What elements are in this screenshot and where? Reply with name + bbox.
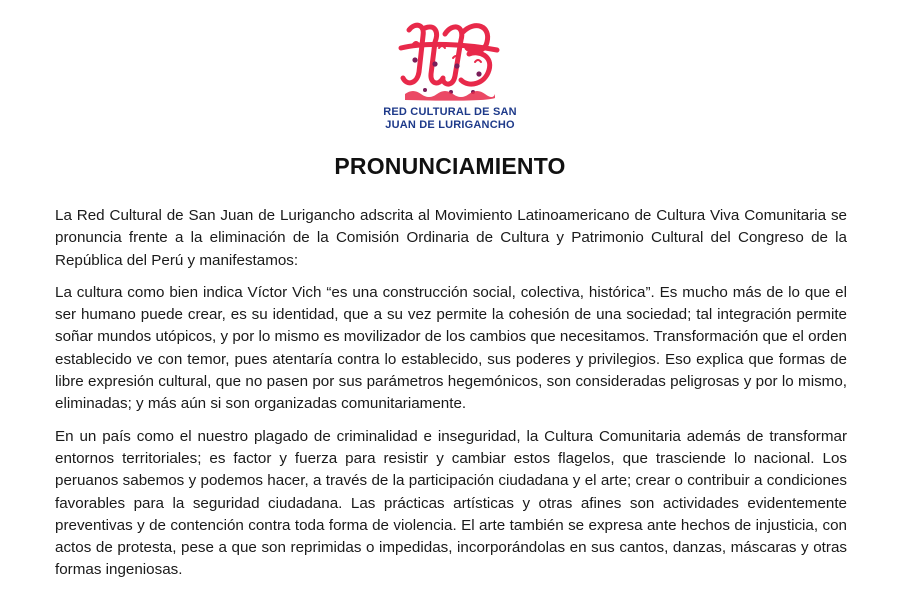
paragraph-culture: La cultura como bien indica Víctor Vich “es una construcción social, colectiva, histórica”. Es mucho más de lo que el ser humano puede crear, es su identidad, que a su vez permite la cohesión de una sociedad; tal integración permite soñar mundos utópicos, y por lo mismo es movilizador de los cambios que necesitamos. Transformación que el orden establecido ve con temor, pues atentaría contra lo establecido, sus poderes y privilegios. Eso explica que formas de libre expresión cultural, que no pasen por sus parámetros hegemónicos, son consideradas peligrosas y por lo mismo, eliminadas; y más aún si son organizadas comunitariamente. xyxy=(55,283,847,413)
document-title: PRONUNCIAMIENTO xyxy=(334,153,566,179)
logo-caption-line-2: JUAN DE LURIGANCHO xyxy=(385,119,515,131)
organization-logo xyxy=(380,14,520,132)
paragraph-community: En un país como el nuestro plagado de criminalidad e inseguridad, la Cultura Comunitaria además de transformar entornos territoriales; es factor y fuerza para resistir y cambiar estos flagelos, que trasciende lo nacional. Los peruanos sabemos y podemos hacer, a través de la participación ciudadana y el arte; crear o contribuir a condiciones favorables para la seguridad ciudadana. Las prácticas artísticas y otras afines son actividades evidentemente preventivas y de contención contra toda forma de violencia. El arte también se expresa ante hechos de injusticia, con actos de protesta, pese a que son reprimidas o impedidas, incorporándolas en sus cantos, danzas, máscaras y otras formas ingeniosas. xyxy=(55,427,847,579)
red-cultural-calligraphic-logo-icon xyxy=(395,14,505,102)
document-body xyxy=(55,205,847,592)
logo-caption xyxy=(380,106,520,132)
logo-caption-line-1: RED CULTURAL DE SAN xyxy=(383,106,517,118)
paragraph-intro: La Red Cultural de San Juan de Lurigancho adscrita al Movimiento Latinoamericano de Cultura Viva Comunitaria se pronuncia frente a la eliminación de la Comisión Ordinaria de Cultura y Patrimonio Cultural del Congreso de la República del Perú y manifestamos: xyxy=(55,207,847,269)
